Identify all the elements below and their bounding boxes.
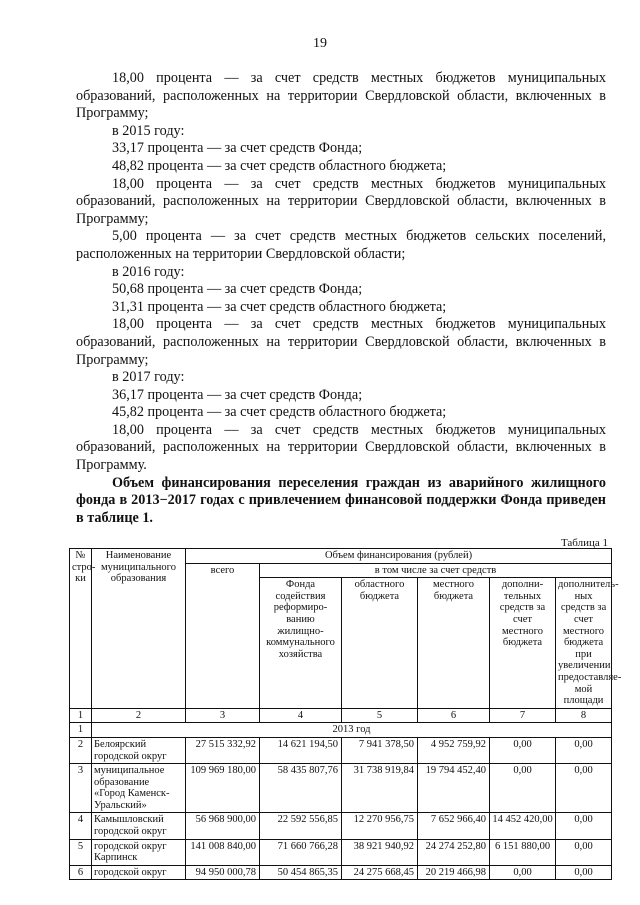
table-row — [70, 764, 612, 813]
cell-num: 4 — [70, 813, 92, 839]
cell-regional: 38 921 940,92 — [342, 839, 418, 865]
cell-num: 6 — [70, 865, 92, 880]
cell-name: муниципальное образование «Город Каменск-Уральский» — [92, 764, 186, 813]
cell-fund: 71 660 766,28 — [260, 839, 342, 865]
header-total: всего — [186, 563, 260, 708]
cell-local: 4 952 759,92 — [418, 737, 490, 763]
cell-additional: 0,00 — [490, 764, 556, 813]
cell-local: 19 794 452,40 — [418, 764, 490, 813]
cell-additional-area: 0,00 — [556, 839, 612, 865]
cell-additional-area: 0,00 — [556, 813, 612, 839]
cell-total: 56 968 900,00 — [186, 813, 260, 839]
column-number: 7 — [490, 708, 556, 723]
column-number: 3 — [186, 708, 260, 723]
cell-total: 27 515 332,92 — [186, 737, 260, 763]
paragraph: Объем финансирования переселения граждан из аварийного жилищного фонда в 2013−2017 годах с привлечением финансовой поддержки Фонда приведен в таблице 1. — [76, 474, 606, 526]
table-row — [70, 839, 612, 865]
cell-total: 141 008 840,00 — [186, 839, 260, 865]
cell-regional: 7 941 378,50 — [342, 737, 418, 763]
header-row-no: № стро-ки — [70, 549, 92, 709]
cell-regional: 24 275 668,45 — [342, 865, 418, 880]
cell-regional: 12 270 956,75 — [342, 813, 418, 839]
column-number: 5 — [342, 708, 418, 723]
cell-name: городской округ — [92, 865, 186, 880]
header-name: Наименование муниципального образования — [92, 549, 186, 709]
header-local: местного бюджета — [418, 578, 490, 709]
section-num: 1 — [70, 723, 92, 738]
paragraph: 31,31 процента — за счет средств областного бюджета; — [112, 298, 447, 315]
cell-fund: 22 592 556,85 — [260, 813, 342, 839]
cell-additional-area: 0,00 — [556, 865, 612, 880]
header-additional: дополни-тельных средств за счет местного бюджета — [490, 578, 556, 709]
header-regional: областного бюджета — [342, 578, 418, 709]
cell-fund: 58 435 807,76 — [260, 764, 342, 813]
paragraph: 45,82 процента — за счет средств областного бюджета; — [112, 404, 447, 421]
column-number: 6 — [418, 708, 490, 723]
paragraph: в 2015 году: — [112, 122, 185, 139]
column-number: 2 — [92, 708, 186, 723]
cell-additional-area: 0,00 — [556, 737, 612, 763]
cell-fund: 14 621 194,50 — [260, 737, 342, 763]
paragraph: 5,00 процента — за счет средств местных бюджетов сельских поселений, расположенных на территории Свердловской области; — [76, 228, 606, 262]
cell-additional-area: 0,00 — [556, 764, 612, 813]
paragraph: 18,00 процента — за счет средств местных бюджетов муниципальных образований, расположенных на территории Свердловской области, включенных в Программу; — [76, 70, 606, 122]
section-row — [70, 723, 612, 738]
table-row — [70, 813, 612, 839]
financing-table — [69, 548, 622, 880]
body-text — [76, 70, 606, 527]
cell-regional: 31 738 919,84 — [342, 764, 418, 813]
paragraph: 36,17 процента — за счет средств Фонда; — [112, 386, 363, 403]
cell-fund: 50 454 865,35 — [260, 865, 342, 880]
cell-name: Камышловский городской округ — [92, 813, 186, 839]
section-label: 2013 год — [92, 723, 612, 738]
paragraph: в 2017 году: — [112, 369, 185, 386]
cell-num: 3 — [70, 764, 92, 813]
paragraph: в 2016 году: — [112, 263, 185, 280]
paragraph: 48,82 процента — за счет средств областного бюджета; — [112, 157, 447, 174]
cell-num: 5 — [70, 839, 92, 865]
cell-total: 109 969 180,00 — [186, 764, 260, 813]
paragraph: 50,68 процента — за счет средств Фонда; — [112, 281, 363, 298]
cell-additional: 0,00 — [490, 737, 556, 763]
paragraph: 18,00 процента — за счет средств местных бюджетов муниципальных образований, расположенных на территории Свердловской области, включенных в Программу. — [76, 421, 606, 474]
cell-additional: 0,00 — [490, 865, 556, 880]
cell-name: городской округ Карпинск — [92, 839, 186, 865]
cell-num: 2 — [70, 737, 92, 763]
cell-local: 7 652 966,40 — [418, 813, 490, 839]
page-number: 19 — [313, 36, 327, 51]
column-number: 1 — [70, 708, 92, 723]
header-additional-area: дополнитель-ных средств за счет местного бюджета при увеличении предоставляе-мой площади — [556, 578, 612, 709]
table-caption: Таблица 1 — [560, 537, 608, 549]
paragraph: 18,00 процента — за счет средств местных бюджетов муниципальных образований, расположенных на территории Свердловской области, включенных в Программу; — [76, 316, 606, 368]
header-funding: Объем финансирования (рублей) — [186, 549, 612, 564]
cell-local: 20 219 466,98 — [418, 865, 490, 880]
header-including: в том числе за счет средств — [260, 563, 612, 578]
column-number: 8 — [556, 708, 612, 723]
cell-total: 94 950 000,78 — [186, 865, 260, 880]
table-row — [70, 737, 612, 763]
paragraph: 18,00 процента — за счет средств местных бюджетов муниципальных образований, расположенных на территории Свердловской области, включенных в Программу; — [76, 175, 606, 227]
column-number: 4 — [260, 708, 342, 723]
cell-name: Белоярский городской округ — [92, 737, 186, 763]
cell-additional: 14 452 420,00 — [490, 813, 556, 839]
table-row — [70, 865, 612, 880]
cell-additional: 6 151 880,00 — [490, 839, 556, 865]
paragraph: 33,17 процента — за счет средств Фонда; — [112, 140, 363, 157]
cell-local: 24 274 252,80 — [418, 839, 490, 865]
column-number-row — [70, 708, 612, 723]
header-fund: Фонда содействия реформиро-ванию жилищно-коммунального хозяйства — [260, 578, 342, 709]
header-row-1 — [70, 549, 612, 564]
